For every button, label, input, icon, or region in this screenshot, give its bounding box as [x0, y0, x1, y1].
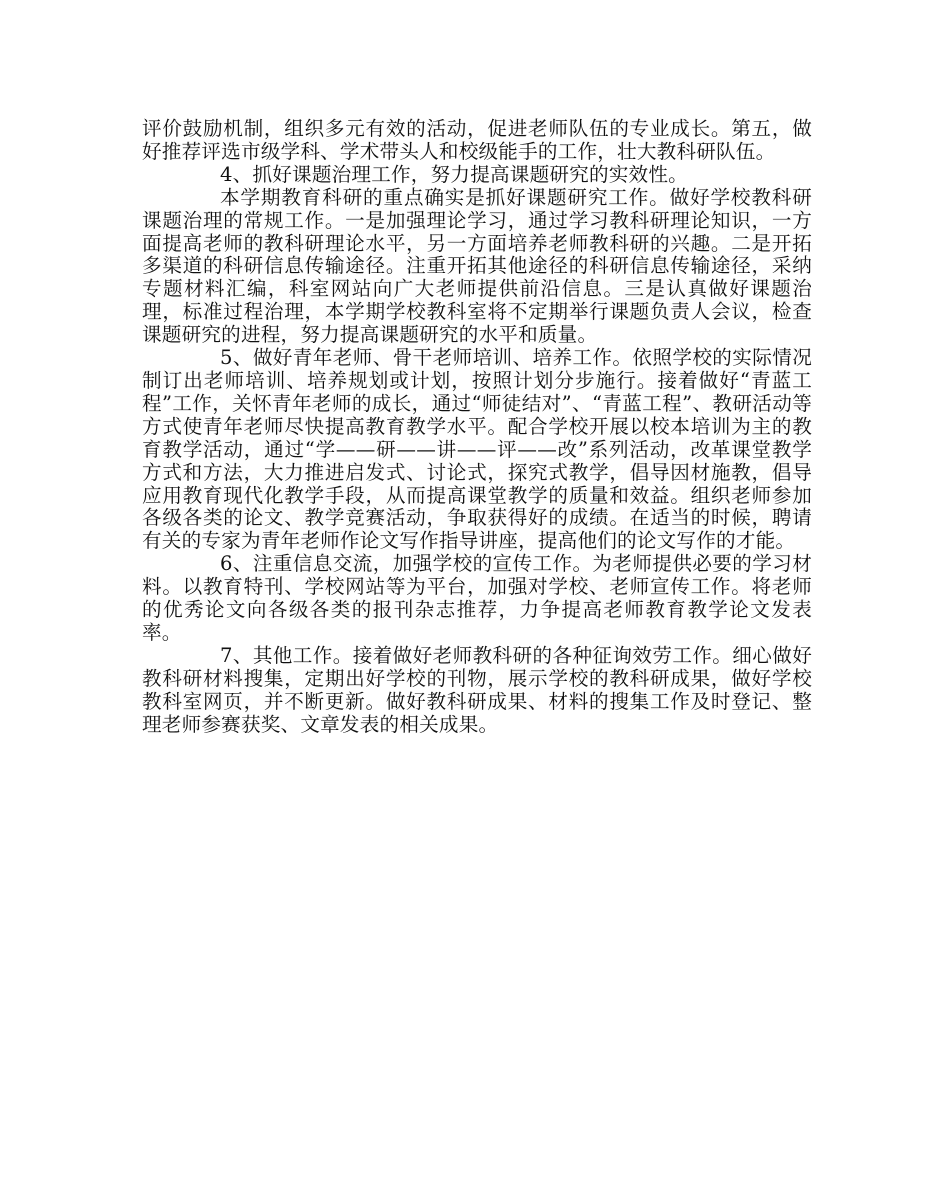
paragraph-item-4-heading: 4、抓好课题治理工作，努力提高课题研究的实效性。	[220, 162, 688, 186]
paragraph-item-6-information-exchange: 6、注重信息交流，加强学校的宣传工作。为老师提供必要的学习材料。以教育特刊、学校网站等为平台，加强对学校、老师宣传工作。将老师的优秀论文向各级各类的报刊杂志推荐，力争提高老师教育教学论文发表率。	[142, 552, 812, 644]
paragraph-continuation: 评价鼓励机制，组织多元有效的活动，促进老师队伍的专业成长。第五，做好推荐评选市级学科、学术带头人和校级能手的工作，壮大教科研队伍。	[142, 117, 812, 163]
document-body	[142, 118, 812, 736]
paragraph-research-focus: 本学期教育科研的重点确实是抓好课题研究工作。做好学校教科研课题治理的常规工作。一是加强理论学习，通过学习教科研理论知识，一方面提高老师的教科研理论水平，另一方面培养老师教科研的兴趣。二是开拓多渠道的科研信息传输途径。注重开拓其他途径的科研信息传输途径，采纳专题材料汇编，科室网站向广大老师提供前沿信息。三是认真做好课题治理，标准过程治理，本学期学校教科室将不定期举行课题负责人会议，检查课题研究的进程，努力提高课题研究的水平和质量。	[142, 185, 812, 347]
paragraph-item-5-teacher-training: 5、做好青年老师、骨干老师培训、培养工作。依照学校的实际情况制订出老师培训、培养规划或计划，按照计划分步施行。接着做好“青蓝工程”工作，关怀青年老师的成长，通过“师徒结对”、“青蓝工程”、教研活动等方式使青年老师尽快提高教育教学水平。配合学校开展以校本培训为主的教育教学活动，通过“学——研——讲——评——改”系列活动，改革课堂教学方式和方法，大力推进启发式、讨论式，探究式教学，倡导因材施教，倡导应用教育现代化教学手段，从而提高课堂教学的质量和效益。组织老师参加各级各类的论文、教学竞赛活动，争取获得好的成绩。在适当的时候，聘请有关的专家为青年老师作论文写作指导讲座，提高他们的论文写作的才能。	[142, 346, 812, 553]
paragraph-item-7-other-work: 7、其他工作。接着做好老师教科研的各种征询效劳工作。细心做好教科研材料搜集，定期出好学校的刊物，展示学校的教科研成果，做好学校教科室网页，并不断更新。做好教科研成果、材料的搜集工作及时登记、整理老师参赛获奖、文章发表的相关成果。	[142, 643, 812, 736]
